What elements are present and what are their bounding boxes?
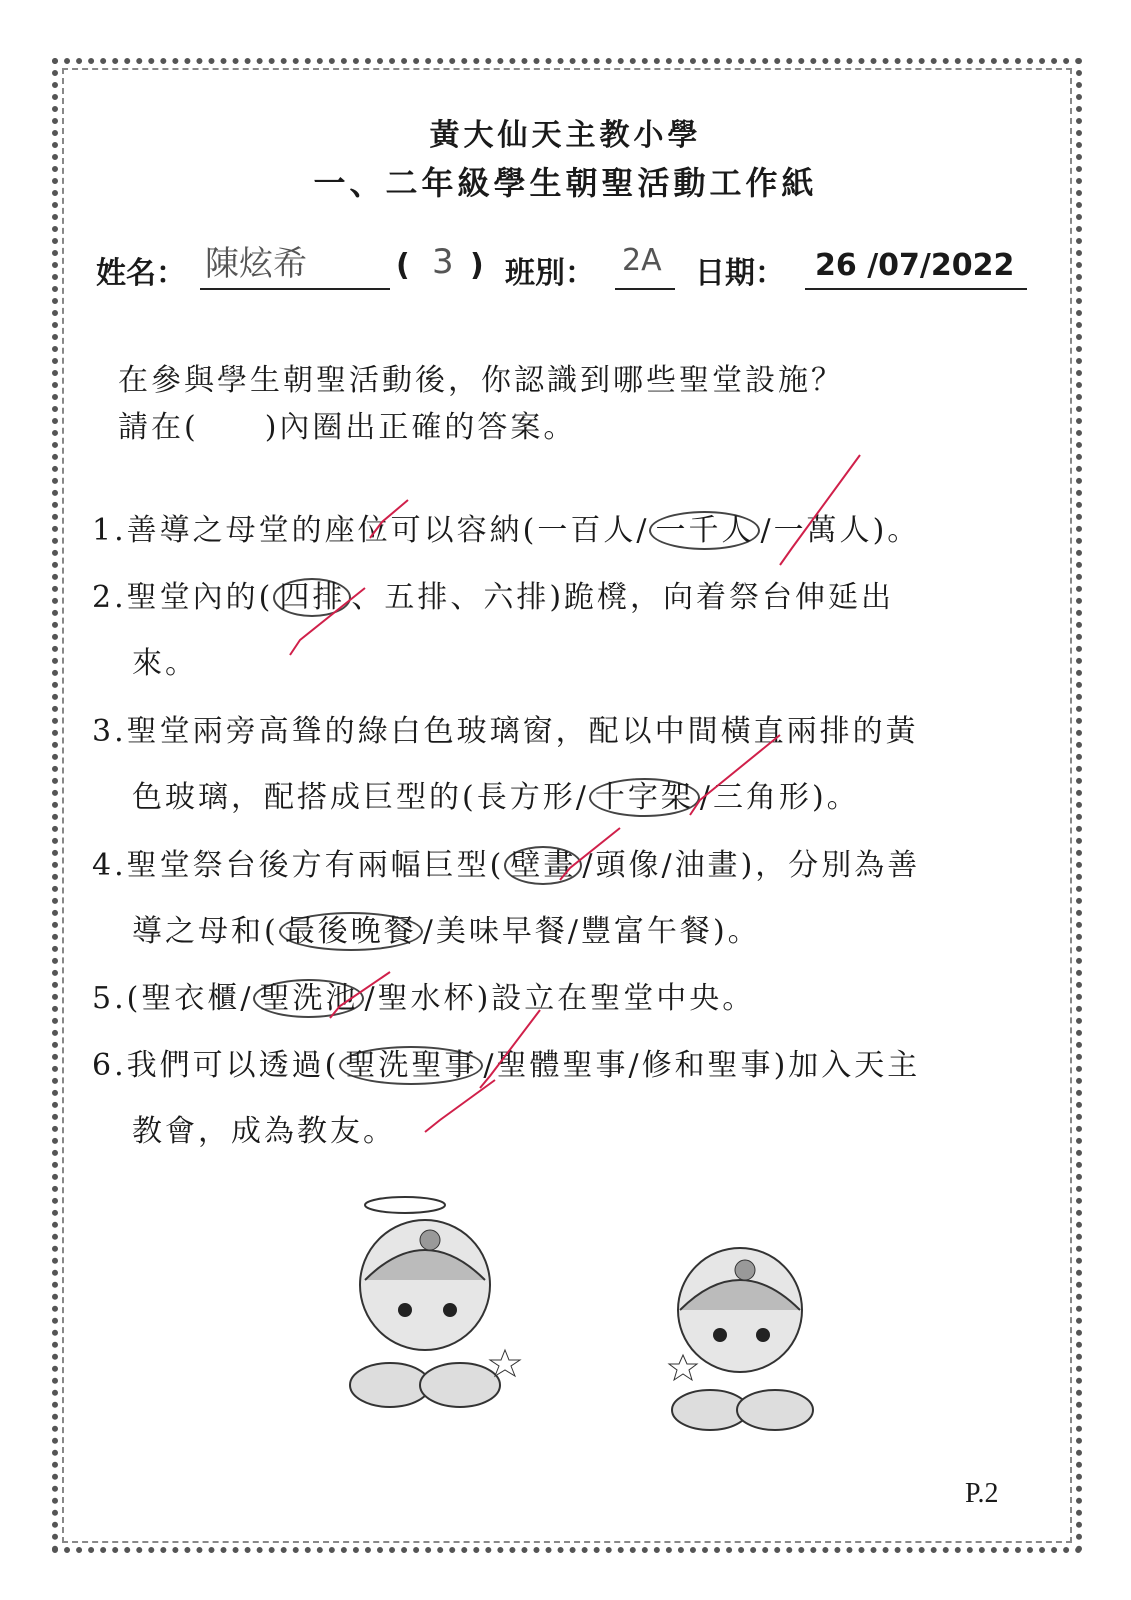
question-3: 3.聖堂兩旁高聳的綠白色玻璃窗，配以中間橫直兩排的黃 [92, 714, 919, 749]
option-6a-circled[interactable]: 聖洗聖事 [339, 1046, 483, 1085]
instruction-line-2: 請在( )內圈出正確的答案。 [118, 410, 577, 445]
option-1a[interactable]: 一百人 [537, 513, 637, 548]
check-mark-3 [690, 735, 780, 815]
option-3c[interactable]: 三角形 [712, 780, 812, 815]
option-4c[interactable]: 油畫 [674, 848, 741, 883]
name-value[interactable]: 陳炫希 [205, 244, 307, 284]
date-value[interactable]: 26 /07/2022 [815, 248, 1015, 283]
check-mark-6 [480, 1010, 540, 1088]
question-1: 1.善導之母堂的座位可以容納(一百人/ 一千人 /一萬人)。 [92, 513, 921, 548]
number-open: ( [396, 248, 410, 283]
angel-right-illustration [655, 1230, 835, 1450]
question-4-line-2: 導之母和( 最後晚餐 /美味早餐/豐富午餐)。 [132, 914, 761, 949]
question-6-line-2: 教會，成為教友。 [132, 1114, 396, 1149]
option-2b[interactable]: 五排 [384, 580, 451, 615]
option-6c[interactable]: 修和聖事 [641, 1048, 774, 1083]
student-number[interactable]: 3 [432, 242, 454, 282]
option-3a[interactable]: 長方形 [476, 780, 576, 815]
date-label: 日期： [695, 256, 785, 291]
question-2: 2.聖堂內的( 四排 、五排、六排)跪櫈，向着祭台伸延出 [92, 580, 895, 615]
option-5a[interactable]: 聖衣櫃 [141, 981, 241, 1016]
name-label: 姓名： [96, 256, 186, 291]
option-1b-circled[interactable]: 一千人 [649, 511, 760, 550]
check-mark-6b [425, 1080, 495, 1132]
question-6: 6.我們可以透過( 聖洗聖事 /聖體聖事/修和聖事)加入天主 [92, 1048, 921, 1083]
check-mark-5 [330, 972, 390, 1018]
option-4f[interactable]: 豐富午餐 [580, 914, 713, 949]
option-1c[interactable]: 一萬人 [773, 513, 873, 548]
page-number: P.2 [965, 1478, 999, 1509]
option-4a-circled[interactable]: 壁畫 [504, 846, 582, 885]
class-value[interactable]: 2A [622, 243, 662, 278]
option-3b-circled[interactable]: 十字架 [589, 778, 700, 817]
question-4: 4.聖堂祭台後方有兩幅巨型( 壁畫 /頭像/油畫)，分別為善 [92, 848, 921, 883]
option-6b[interactable]: 聖體聖事 [496, 1048, 629, 1083]
option-5c[interactable]: 聖水杯 [377, 981, 477, 1016]
instruction-line-1: 在參與學生朝聖活動後，你認識到哪些聖堂設施？ [118, 363, 844, 398]
option-2a-circled[interactable]: 四排 [273, 578, 351, 617]
question-2-line-2: 來。 [132, 646, 198, 681]
worksheet-title: 一、二年級學生朝聖活動工作紙 [313, 164, 818, 202]
question-3-line-2: 色玻璃，配搭成巨型的(長方形/ 十字架 /三角形)。 [132, 780, 860, 815]
option-4e[interactable]: 美味早餐 [435, 914, 568, 949]
check-mark-4 [560, 828, 620, 880]
check-mark-1 [370, 500, 408, 538]
option-4d-circled[interactable]: 最後晚餐 [279, 912, 423, 951]
option-2c[interactable]: 六排 [483, 580, 550, 615]
class-label: 班別： [505, 256, 595, 291]
school-name: 黃大仙天主教小學 [429, 118, 702, 153]
question-5: 5.(聖衣櫃/ 聖洗池 /聖水杯)設立在聖堂中央。 [92, 981, 756, 1016]
check-mark-1b [780, 455, 860, 565]
check-mark-2 [290, 588, 365, 655]
option-5b-circled[interactable]: 聖洗池 [253, 979, 364, 1018]
number-close: ) [470, 248, 484, 283]
option-4b[interactable]: 頭像 [595, 848, 662, 883]
angel-left-illustration [330, 1185, 530, 1425]
